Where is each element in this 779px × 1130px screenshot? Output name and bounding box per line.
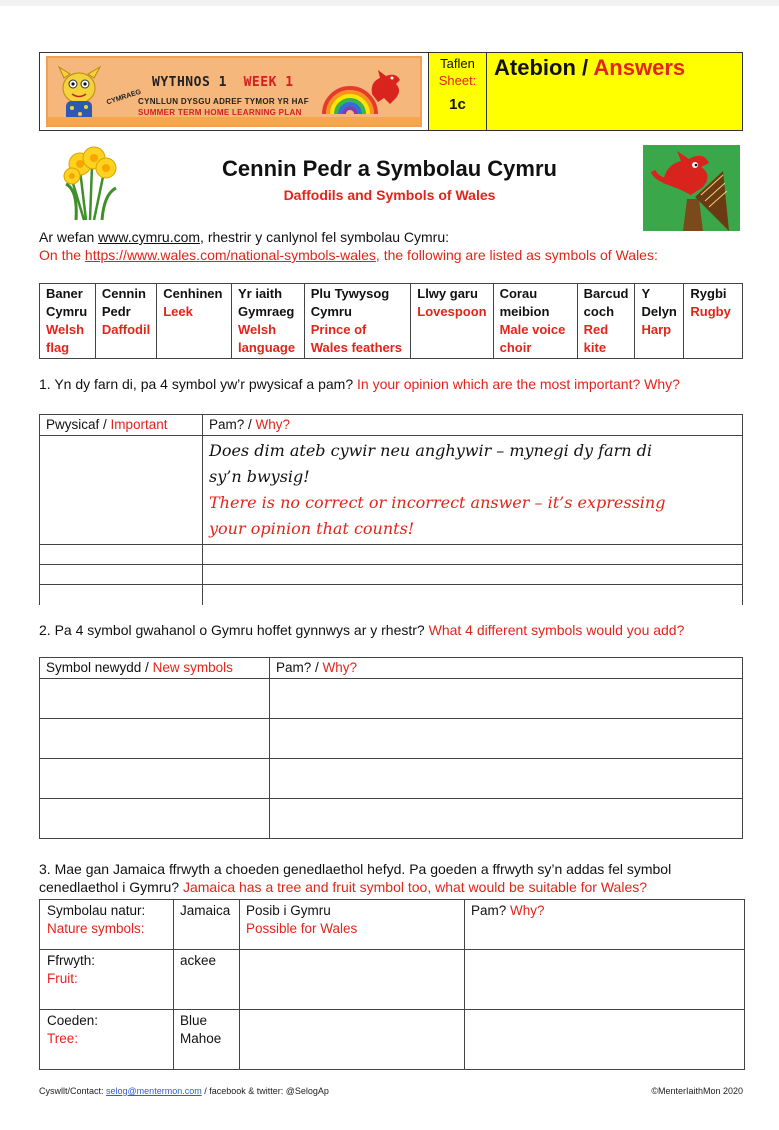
symbol-cell: Llwy garu Lovespoon	[411, 284, 493, 359]
welsh-dragon-small-icon	[366, 64, 406, 110]
top-bar	[0, 0, 779, 6]
q3-tree-wales-cell[interactable]	[240, 1010, 465, 1070]
question-2: 2. Pa 4 symbol gwahanol o Gymru hoffet gynnwys ar y rhestr? What 4 different symbols would you add?	[39, 622, 685, 638]
page-subtitle: Daffodils and Symbols of Wales	[283, 187, 496, 203]
q1-header-important: Pwysicaf / Important	[40, 415, 203, 436]
footer-contact: Cyswllt/Contact: selog@mentermon.com / facebook & twitter: @SelogAp	[39, 1086, 329, 1096]
worksheet-header	[39, 52, 743, 131]
answers-label-en: Answers	[593, 55, 686, 80]
q3-header-wales: Posib i Gymru Possible for Wales	[240, 900, 465, 950]
q1-header-why: Pam? / Why?	[203, 415, 743, 436]
q3-row-fruit-label: Ffrwyth: Fruit:	[40, 950, 174, 1010]
q3-fruit-jamaica: ackee	[174, 950, 240, 1010]
q1-example-answer: Does dim ateb cywir neu anghywir – mynegi dy farn di sy’n bwysig! There is no correct or incorrect answer – it’s expressing your opinion that counts!	[203, 436, 743, 545]
footer-copyright: ©MenterIaithMon 2020	[651, 1086, 743, 1096]
banner-week: WYTHNOS 1 WEEK 1	[152, 75, 294, 90]
q3-fruit-why-cell[interactable]	[465, 950, 745, 1010]
q1-why-cell[interactable]	[203, 545, 743, 565]
q3-header-nature: Symbolau natur: Nature symbols:	[40, 900, 174, 950]
banner-plan-en: SUMMER TERM HOME LEARNING PLAN	[138, 108, 302, 117]
sheet-label-en: Sheet:	[438, 73, 477, 88]
banner-side-label: CYMRAEG	[105, 88, 142, 107]
q2-why-cell[interactable]	[270, 799, 743, 839]
q3-header-jamaica: Jamaica	[174, 900, 240, 950]
wales-link[interactable]: https://www.wales.com/national-symbols-wales	[84, 247, 376, 263]
symbol-cell: Yr iaith Gymraeg Welsh language	[232, 284, 305, 359]
symbols-table	[39, 283, 743, 359]
symbol-cell: Rygbi Rugby	[684, 284, 743, 359]
cymru-link[interactable]: www.cymru.com	[98, 229, 201, 245]
answers-box	[487, 53, 742, 130]
q1-answer-cell[interactable]	[40, 545, 203, 565]
symbol-cell: Barcud coch Red kite	[577, 284, 635, 359]
q3-fruit-wales-cell[interactable]	[240, 950, 465, 1010]
symbol-cell: Cenhinen Leek	[157, 284, 232, 359]
symbol-cell: Cennin Pedr Daffodil	[95, 284, 156, 359]
sheet-number-box	[429, 53, 487, 130]
symbol-cell: Baner Cymru Welsh flag	[40, 284, 96, 359]
q1-answer-cell[interactable]	[40, 585, 203, 605]
q2-symbol-cell[interactable]	[40, 719, 270, 759]
q1-why-cell[interactable]	[203, 565, 743, 585]
banner-plan-cy: CYNLLUN DYSGU ADREF TYMOR YR HAF	[138, 97, 309, 106]
page-title: Cennin Pedr a Symbolau Cymru	[222, 156, 557, 181]
q3-tree-why-cell[interactable]	[465, 1010, 745, 1070]
q2-header-symbol: Symbol newydd / New symbols	[40, 658, 270, 679]
q2-symbol-cell[interactable]	[40, 679, 270, 719]
email-link[interactable]: selog@mentermon.com	[106, 1086, 202, 1096]
q3-header-why: Pam? Why?	[465, 900, 745, 950]
q2-table	[39, 657, 743, 839]
question-3-line2: cenedlaethol i Gymru? Jamaica has a tree and fruit symbol too, what would be suitable for Wales?	[39, 879, 648, 895]
q2-header-why: Pam? / Why?	[270, 658, 743, 679]
q3-tree-jamaica: Blue Mahoe	[174, 1010, 240, 1070]
q2-symbol-cell[interactable]	[40, 759, 270, 799]
q1-why-cell[interactable]	[203, 585, 743, 605]
symbol-cell: Y Delyn Harp	[635, 284, 684, 359]
answers-label-cy: Atebion /	[494, 55, 589, 80]
q3-row-tree-label: Coeden: Tree:	[40, 1010, 174, 1070]
q3-table	[39, 899, 745, 1070]
dragon-harp-image	[643, 145, 740, 231]
q2-symbol-cell[interactable]	[40, 799, 270, 839]
q1-answer-cell[interactable]	[40, 565, 203, 585]
q2-why-cell[interactable]	[270, 759, 743, 799]
symbol-cell: Plu Tywysog Cymru Prince of Wales feathers	[304, 284, 411, 359]
sheet-number: 1c	[449, 96, 466, 113]
week-banner	[40, 53, 429, 130]
intro-en: On the https://www.wales.com/national-symbols-wales, the following are listed as symbols of Wales:	[39, 247, 658, 263]
question-1: 1. Yn dy farn di, pa 4 symbol yw’r pwysicaf a pam? In your opinion which are the most important? Why?	[39, 376, 680, 392]
q2-why-cell[interactable]	[270, 679, 743, 719]
q1-answer-cell[interactable]	[40, 436, 203, 545]
symbol-cell: Corau meibion Male voice choir	[493, 284, 577, 359]
sheet-label-cy: Taflen	[440, 56, 475, 71]
q2-why-cell[interactable]	[270, 719, 743, 759]
q1-table	[39, 414, 743, 605]
question-3-line1: 3. Mae gan Jamaica ffrwyth a choeden genedlaethol hefyd. Pa goeden a ffrwyth sy’n addas fel symbol	[39, 861, 672, 877]
intro-cy: Ar wefan www.cymru.com, rhestrir y canlynol fel symbolau Cymru:	[39, 229, 450, 245]
